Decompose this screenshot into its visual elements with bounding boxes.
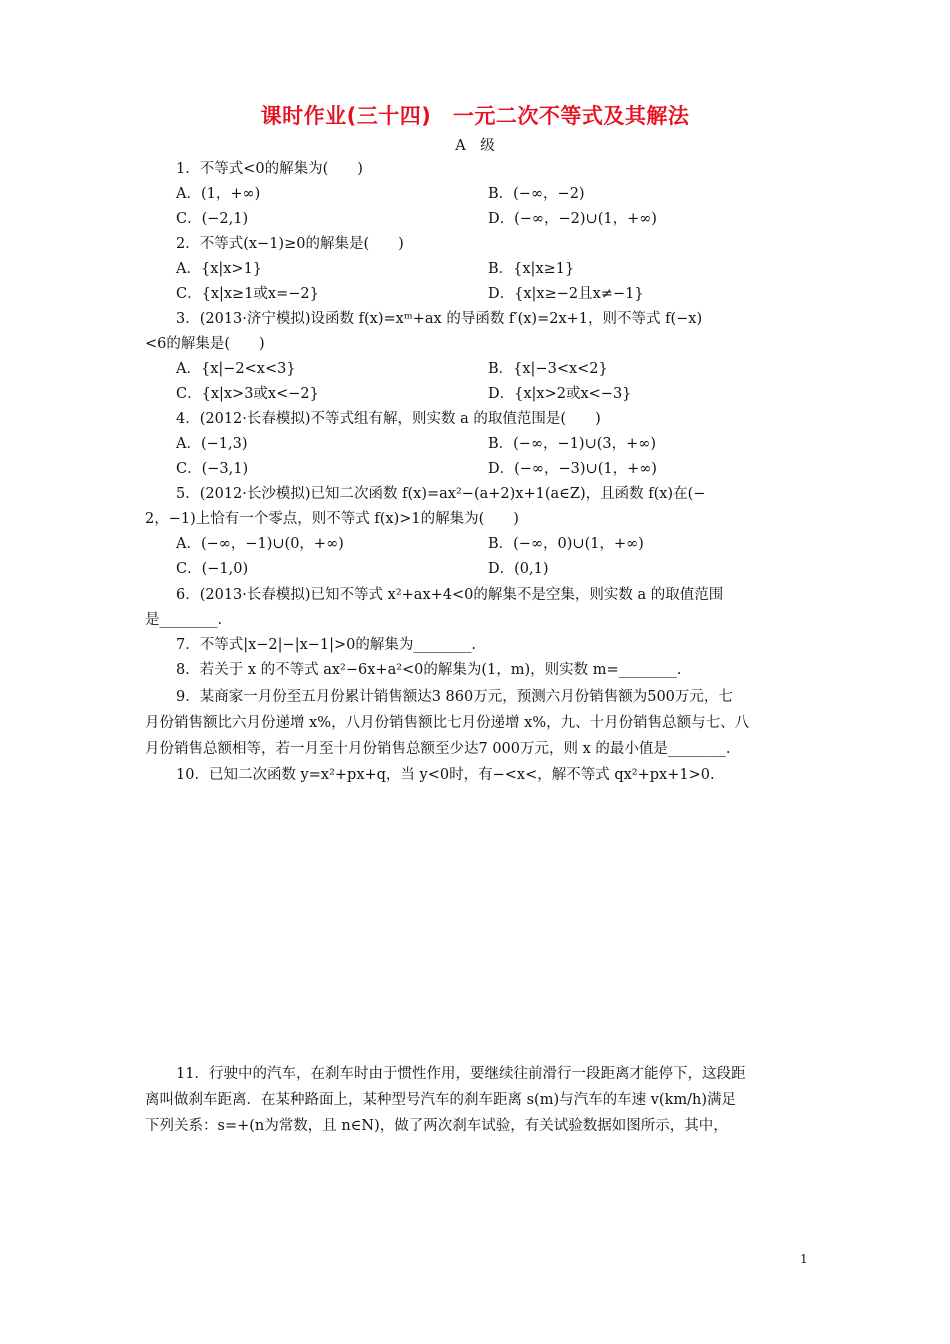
question-2-option-d: D．{x|x≥−2且x≠−1}	[488, 286, 644, 302]
question-4-option-d: D．(−∞，−3)∪(1，+∞)	[488, 461, 657, 477]
question-3-option-d: D．{x|x>2或x<−3}	[488, 386, 632, 402]
question-1-option-a: A．(1，+∞)	[176, 186, 261, 202]
question-10: 10．已知二次函数 y=x²+px+q，当 y<0时，有−<x<，解不等式 qx²+px+1>0.	[176, 767, 715, 783]
page-title: 课时作业(三十四) 一元二次不等式及其解法	[260, 104, 690, 128]
question-4-option-a: A．(−1,3)	[176, 436, 248, 452]
question-4-option-b: B．(−∞，−1)∪(3，+∞)	[488, 436, 656, 452]
question-3-option-c: C．{x|x>3或x<−2}	[176, 386, 319, 402]
question-5-option-c: C．(−1,0)	[176, 561, 249, 577]
question-6-line-2: 是________.	[145, 612, 223, 628]
question-3-option-a: A．{x|−2<x<3}	[176, 361, 296, 377]
question-3-line-2: <6的解集是( )	[145, 336, 265, 352]
question-3-line-1: 3．(2013·济宁模拟)设函数 f(x)=xᵐ+ax 的导函数 f′(x)=2x+1，则不等式 f(−x)	[176, 311, 703, 327]
question-4-option-c: C．(−3,1)	[176, 461, 249, 477]
question-2: 2．不等式(x−1)≥0的解集是( )	[176, 236, 404, 252]
question-9-line-3: 月份销售总额相等，若一月至十月份销售总额至少达7 000万元，则 x 的最小值是________.	[145, 741, 731, 757]
question-2-option-a: A．{x|x>1}	[176, 261, 263, 277]
section-level: A 级	[455, 138, 495, 154]
question-3-option-b: B．{x|−3<x<2}	[488, 361, 608, 377]
question-1-option-d: D．(−∞，−2)∪(1，+∞)	[488, 211, 657, 227]
question-4: 4．(2012·长春模拟)不等式组有解，则实数 a 的取值范围是( )	[176, 411, 601, 427]
question-5-option-a: A．(−∞，−1)∪(0，+∞)	[176, 536, 344, 552]
question-5-option-b: B．(−∞，0)∪(1，+∞)	[488, 536, 644, 552]
question-9-line-2: 月份销售额比六月份递增 x%，八月份销售额比七月份递增 x%，九、十月份销售总额与七、八	[145, 715, 750, 731]
question-5-line-1: 5．(2012·长沙模拟)已知二次函数 f(x)=ax²−(a+2)x+1(a∈Z)，且函数 f(x)在(−	[176, 486, 706, 502]
question-5-option-d: D．(0,1)	[488, 561, 549, 577]
question-2-option-c: C．{x|x≥1或x=−2}	[176, 286, 319, 302]
question-1-option-c: C．(−2,1)	[176, 211, 249, 227]
question-11-line-3: 下列关系：s=+(n为常数，且 n∈N)，做了两次刹车试验，有关试验数据如图所示，其中，	[145, 1118, 728, 1134]
question-8: 8．若关于 x 的不等式 ax²−6x+a²<0的解集为(1，m)，则实数 m=________.	[176, 662, 682, 678]
question-5-line-2: 2，−1)上恰有一个零点，则不等式 f(x)>1的解集为( )	[145, 511, 519, 527]
question-2-option-b: B．{x|x≥1}	[488, 261, 575, 277]
question-11-line-2: 离叫做刹车距离．在某种路面上，某种型号汽车的刹车距离 s(m)与汽车的车速 v(km/h)满足	[145, 1092, 736, 1108]
question-7: 7．不等式|x−2|−|x−1|>0的解集为________.	[176, 637, 477, 653]
question-9-line-1: 9．某商家一月份至五月份累计销售额达3 860万元，预测六月份销售额为500万元，七	[176, 689, 733, 705]
page-number: 1	[800, 1252, 808, 1266]
question-11-line-1: 11．行驶中的汽车，在刹车时由于惯性作用，要继续往前滑行一段距离才能停下，这段距	[176, 1066, 746, 1082]
question-6-line-1: 6．(2013·长春模拟)已知不等式 x²+ax+4<0的解集不是空集，则实数 a 的取值范围	[176, 587, 724, 603]
question-1-option-b: B．(−∞，−2)	[488, 186, 585, 202]
question-1: 1．不等式<0的解集为( )	[176, 161, 363, 177]
